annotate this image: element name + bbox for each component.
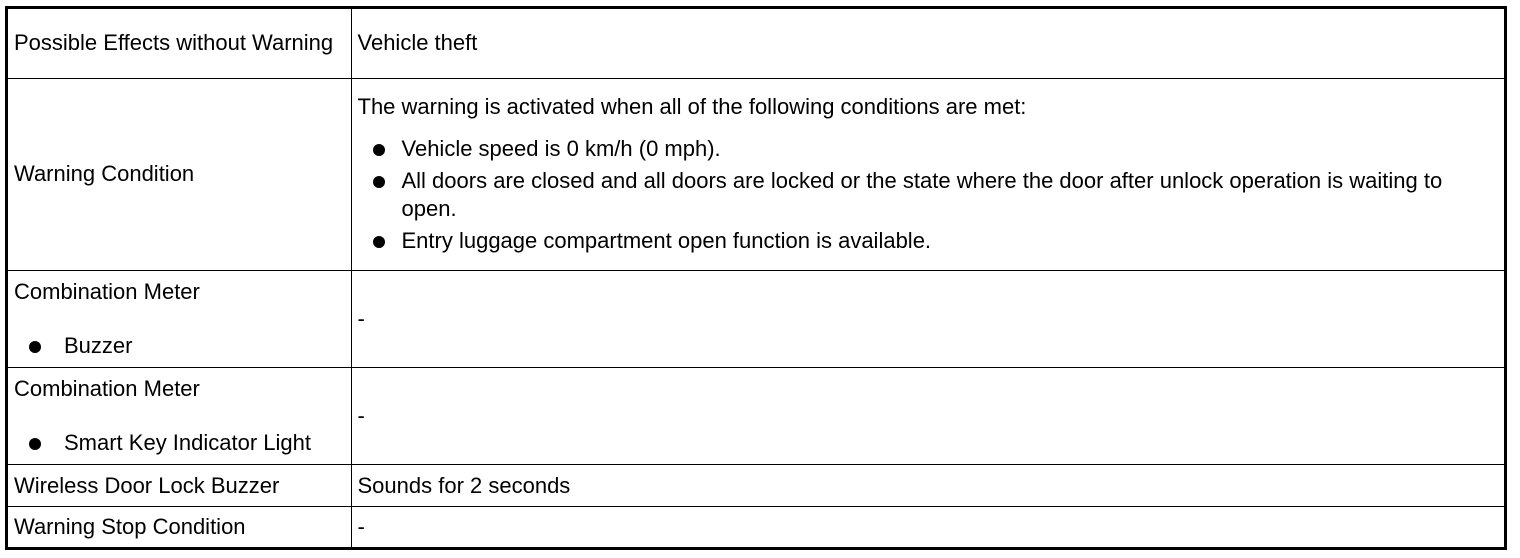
list-item	[358, 135, 1499, 163]
row-label: Wireless Door Lock Buzzer	[8, 465, 351, 506]
list-item-text: Entry luggage compartment open function is available.	[401, 228, 932, 254]
bullet-icon	[373, 236, 385, 248]
list-item-text: All doors are closed and all doors are locked or the state where the door after unlock operation is waiting to open.	[401, 168, 1443, 222]
row-value: Vehicle theft	[351, 9, 1504, 78]
table-row	[8, 9, 1504, 78]
table-row	[8, 465, 1504, 506]
condition-list	[358, 135, 1499, 255]
row-sub-label: Smart Key Indicator Light	[64, 430, 312, 455]
row-label: Warning Condition	[8, 78, 351, 270]
table-row	[8, 270, 1504, 367]
table-row	[8, 506, 1504, 547]
row-value: -	[351, 506, 1504, 547]
bullet-icon	[373, 144, 385, 156]
bullet-icon	[373, 176, 385, 188]
row-value	[351, 78, 1504, 270]
row-value: -	[351, 270, 1504, 367]
row-label-title: Combination Meter	[14, 376, 200, 401]
list-item-text: Vehicle speed is 0 km/h (0 mph).	[401, 136, 721, 162]
condition-intro: The warning is activated when all of the following conditions are met:	[357, 94, 1027, 120]
row-label	[8, 367, 351, 465]
list-item	[358, 167, 1499, 223]
row-label: Warning Stop Condition	[8, 506, 351, 547]
row-label: Possible Effects without Warning	[8, 9, 351, 78]
list-item	[358, 227, 1499, 255]
row-label	[8, 270, 351, 367]
row-sub-label: Buzzer	[64, 332, 133, 358]
bullet-icon	[29, 438, 41, 450]
row-label-title: Combination Meter	[14, 278, 200, 304]
row-value: -	[351, 367, 1504, 465]
row-sub-item	[14, 429, 345, 457]
table-row	[8, 367, 1504, 465]
table-row	[8, 78, 1504, 270]
spec-table-frame	[5, 6, 1507, 550]
bullet-icon	[29, 341, 41, 353]
warning-spec-table	[8, 9, 1504, 547]
row-value: Sounds for 2 seconds	[351, 465, 1504, 506]
row-sub-item	[14, 332, 345, 360]
